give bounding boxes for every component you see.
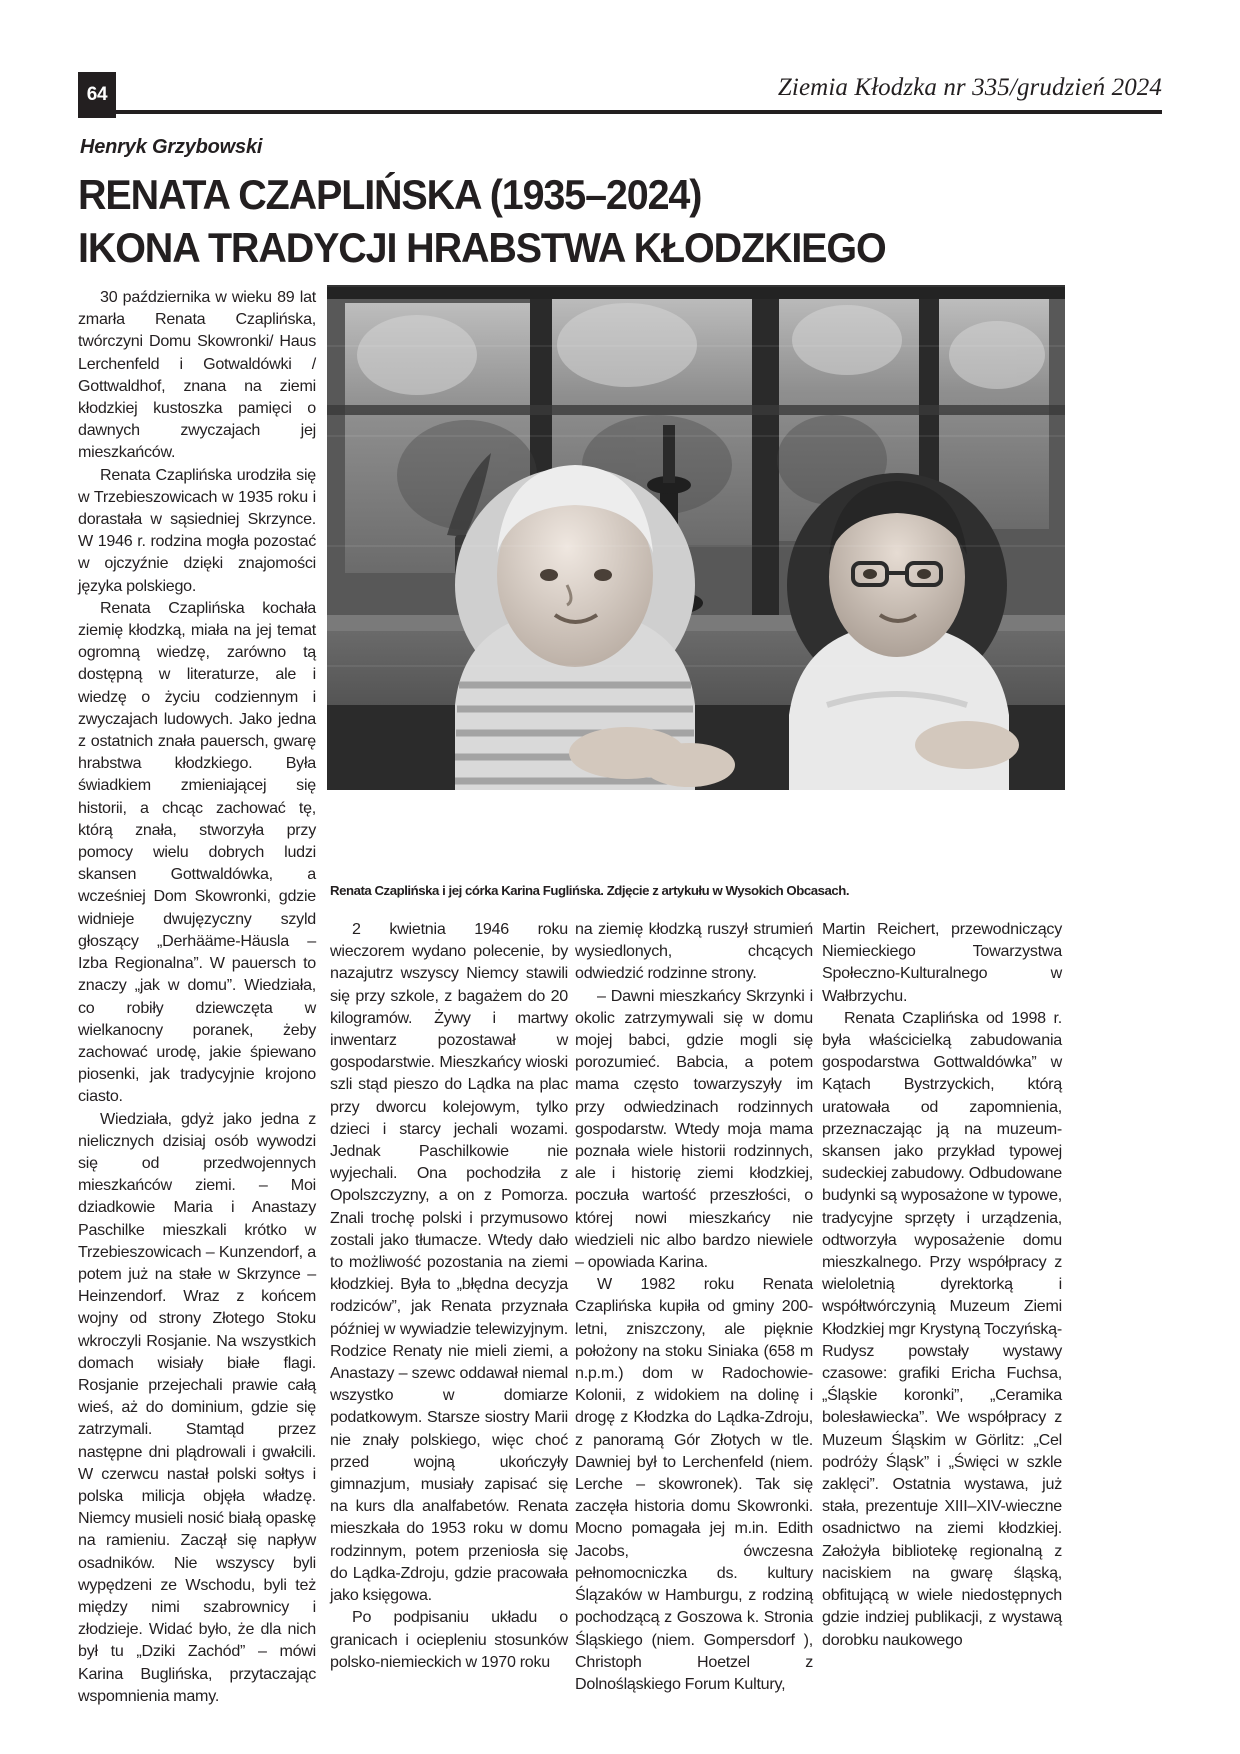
paragraph: W 1982 roku Renata Czaplińska kupiła od gminy 200-letni, zniszczony, ale pięknie położony na stoku Siniaka (658 m n.p.m.) dom w Radochowie-Kolonii, z widokiem na dolinę i drogę z Kłodzka do Lądka-Zdroju, z panoramą Gór Złotych w tle. Dawniej był to Lerchenfeld (niem. Lerche – skowronek). Tak się zaczęła historia domu Skowronki. Mocno pomagała jej m.in. Edith Jacobs, ówczesna pełnomocniczka ds. kultury Ślązaków w Hamburgu, z rodziną pochodzącą z Goszowa k. Stronia Śląskiego (niem. Gompersdorf ), Christoph Hoetzel z Dolnośląskiego Forum Kultury, [575,1275,813,1693]
running-title: Ziemia Kłodzka nr 335/grudzień 2024 [777,74,1162,101]
paragraph: – Dawni mieszkańcy Skrzynki i okolic zatrzymywali się w domu mojej babci, gdzie mogli się porozumieć. Babcia, a potem mama często towarzyszyły im przy odwiedzinach rodzinnych gospodarstw. Wtedy moja mama poznała wiele historii rodzinnych, ale i historię ziemi kłodzkiej, poczuła wartość przeszłości, o której nowi mieszkańcy nie wiedzieli nic albo bardzo niewiele – opowiada Karina. [575,986,813,1272]
page-header [78,72,1162,120]
photo-caption: Renata Czaplińska i jej córka Karina Fuglińska. Zdjęcie z artykułu w Wysokich Obcasach. [330,883,850,898]
paragraph: Wiedziała, gdyż jako jedna z nielicznych dzisiaj osób wywodzi się od przedwojennych mieszkańców ziemi. – Moi dziadkowie Maria i Anastazy Paschilke mieszkali krótko w Trzebieszowicach – Kunzendorf, a potem już na stałe w Skrzynce – Heinzendorf. Wraz z końcem wojny od strony Złotego Stoku wkroczyli Rosjanie. Na wszystkich domach wisiały białe flagi. Rosjanie przejechali prawie całą wieś, aż do dominium, gdzie się zatrzymali. Stamtąd przez następne dni plądrowali i gwałcili. W czerwcu nastał polski sołtys i polska milicja objęła władzę. Niemcy musieli nosić białą opaskę na ramieniu. Zaczął się napływ osadników. Nie wszyscy byli wypędzeni ze Wschodu, byli też między nimi szabrownicy i złodzieje. Widać było, że dla nich był tu „Dziki Zachód” – mówi Karina Buglińska, przytaczając wspomnienia mamy. [78,1109,316,1705]
article-author: Henryk Grzybowski [80,136,263,158]
paragraph: 30 października w wieku 89 lat zmarła Renata Czaplińska, twórczyni Domu Skowronki/ Haus Lerchenfeld i Gotwaldówki / Gottwaldhof, znana na ziemi kłodzkiej kustoszka pamięci o dawnych zwyczajach jej mieszkańców. [78,288,316,462]
paragraph: 2 kwietnia 1946 roku wieczorem wydano polecenie, by nazajutrz wszyscy Niemcy stawili się przy szkole, z bagażem do 20 kilogramów. Żywy i martwy inwentarz pozostawał w gospodarstwie. Mieszkańcy wioski szli stąd pieszo do Lądka na plac przy dworcu kolejowym, tylko dzieci i starcy jechali wozami. Jednak Paschilkowie nie wyjechali. Ona pochodziła z Opolszczyzny, a on z Pomorza. Znali trochę polski i przymusowo zostali jako tłumacze. Wtedy dało to możliwość pozostania na ziemi kłodzkiej. Była to „błędna decyzja rodziców”, jak Renata przyznała później w wywiadzie telewizyjnym. Rodzice Renaty nie mieli ziemi, a Anastazy – szewc oddawał niemal wszystko w domiarze podatkowym. Starsze siostry Marii nie znały polskiego, więc choć przed wojną ukończyły gimnazjum, musiały zapisać się na kurs dla analfabetów. Renata mieszkała do 1953 roku w domu rodzinnym, potem przeniosła się do Lądka-Zdroju, gdzie pracowała jako księgowa. [330,920,568,1605]
article-photo [327,285,1065,790]
headline-line-2: IKONA TRADYCJI HRABSTWA KŁODZKIEGO [78,224,886,271]
photo-illustration [327,285,1065,790]
paragraph: Po podpisaniu układu o granicach i ociepleniu stosunków polsko-niemieckich w 1970 roku [330,1608,568,1671]
header-divider [116,110,1162,114]
text-column-3 [575,918,813,1695]
paragraph: na ziemię kłodzką ruszył strumień wysiedlonych, chcących odwiedzić rodzinne strony. [575,920,813,983]
text-column-1 [78,286,316,1707]
paragraph: Renata Czaplińska kochała ziemię kłodzką, miała na jej temat ogromną wiedzę, zarówno tą dostępną w literaturze, ale i wiedzę o życiu codziennym i zwyczajach ludowych. Jako jedna z ostatnich znała pauersch, gwarę hrabstwa kłodzkiego. Była świadkiem zmieniającej się historii, a chcąc zachować tę, którą znała, stworzyła przy pomocy wielu dobrych ludzi skansen Gottwaldówka, a wcześniej Dom Skowronki, gdzie widnieje dwujęzyczny szyld głoszący „Derhääme-Häusla – Izba Regionalna”. W pauersch to znaczy „jak w domu”. Wiedziała, co robiły dziewczęta w wielkanocny poranek, żeby zachować urodę, jakie śpiewano piosenki, jak tradycyjnie krojono ciasto. [78,598,316,1106]
headline-line-1: RENATA CZAPLIŃSKA (1935–2024) [78,171,702,218]
paragraph: Renata Czaplińska od 1998 r. była właścicielką zabudowania gospodarstwa Gottwaldówka” w Kątach Bystrzyckich, którą uratowała od zapomnienia, przeznaczając ją na muzeum-skansen jako przykład typowej sudeckiej zabudowy. Odbudowane budynki są wyposażone w typowe, tradycyjne sprzęty i urządzenia, odtworzyła wyposażenie domu mieszkalnego. Przy współpracy z wieloletnią dyrektorką i współtwórczynią Muzeum Ziemi Kłodzkiej mgr Krystyną Toczyńską-Rudysz powstały wystawy czasowe: grafiki Ericha Fuchsa, „Śląskie koronki”, „Ceramika bolesławiecka”. We współpracy z Muzeum Śląskim w Görlitz: „Cel podróży Śląsk” i „Święci w szkle zaklęci”. Ostatnia wystawa, już stała, prezentuje XIII–XIV-wieczne osadnictwo na ziemi kłodzkiej. Założyła bibliotekę regionalną z naciskiem na gwarę śląską, obfitującą w wiele niedostępnych gdzie indziej publikacji, z wystawą dorobku naukowego [822,1008,1062,1649]
article-headline [78,168,1103,274]
paragraph: Martin Reichert, przewodniczący Niemieckiego Towarzystwa Społeczno-Kulturalnego w Wałbrzychu. [822,920,1062,1005]
page-number-badge: 64 [78,72,116,118]
text-column-2 [330,918,568,1673]
paragraph: Renata Czaplińska urodziła się w Trzebieszowicach w 1935 roku i dorastała w sąsiedniej Skrzynce. W 1946 r. rodzina mogła pozostać w ojczyźnie dzięki znajomości języka polskiego. [78,465,316,595]
text-column-4 [822,918,1062,1651]
